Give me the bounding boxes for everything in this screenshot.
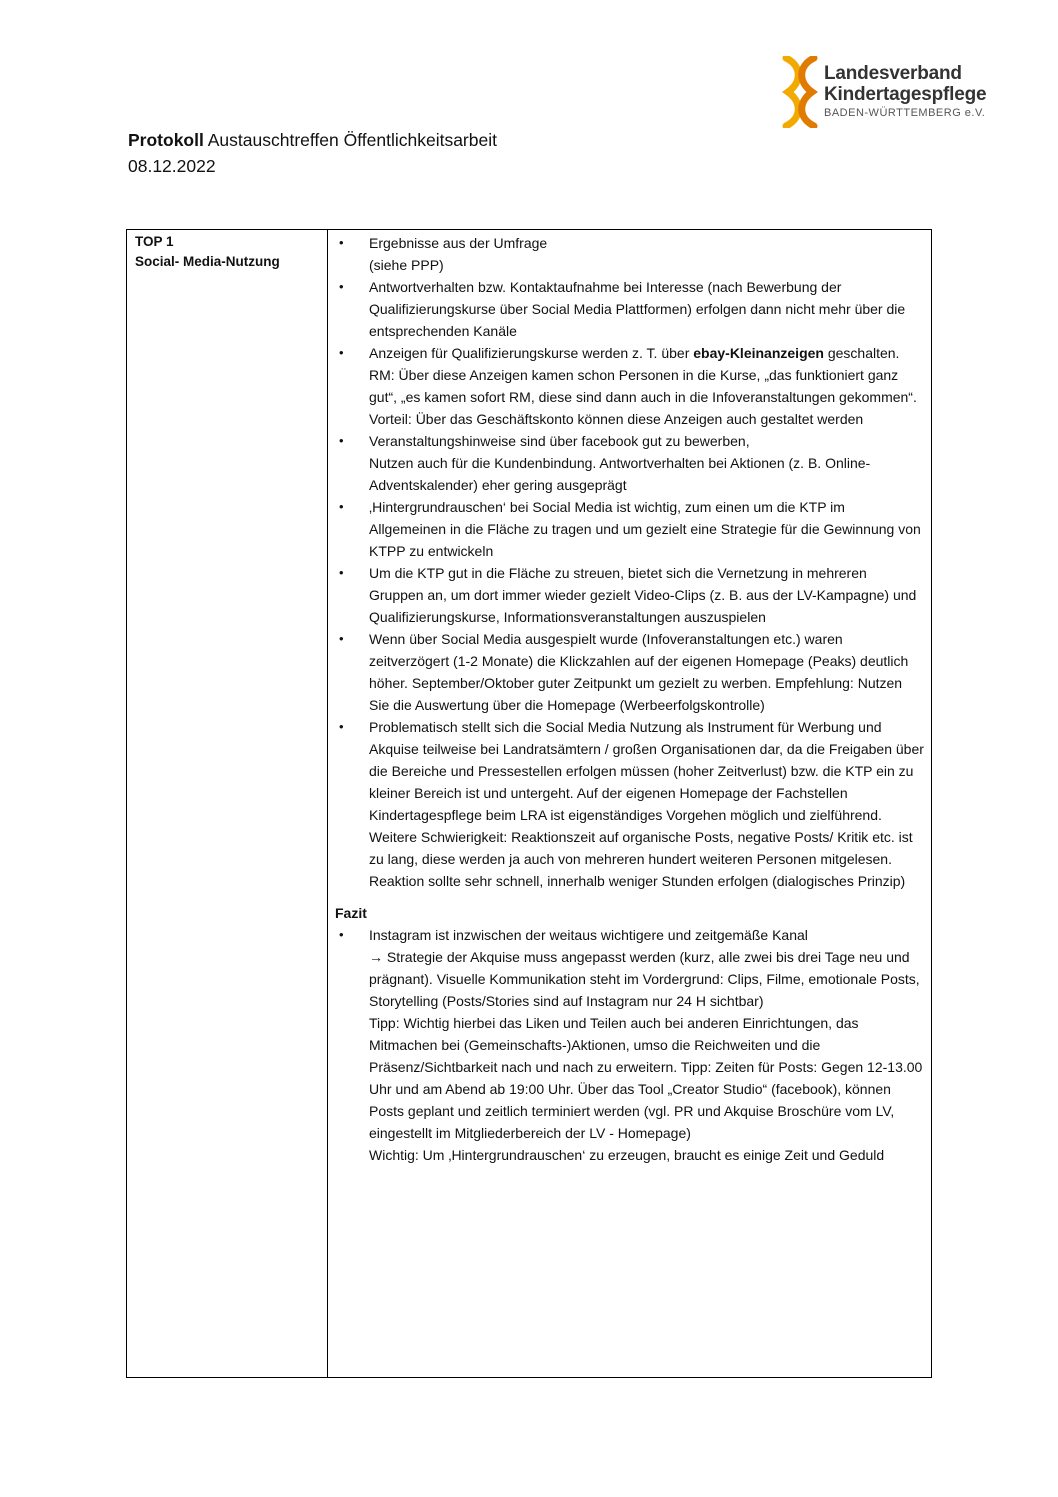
title-bold: Protokoll xyxy=(128,130,204,150)
list-item-text-2: Nutzen auch für die Kundenbindung. Antwortverhalten bei Aktionen (z. B. Online-Adventskalender) eher gering ausgeprägt xyxy=(369,455,871,493)
fazit-wichtig: Wichtig: Um ‚Hintergrundrauschen‘ zu erzeugen, braucht es einige Zeit und Geduld xyxy=(369,1147,885,1163)
bullet-icon: • xyxy=(339,499,344,514)
arrow-icon: → xyxy=(369,949,383,965)
list-item-text xyxy=(369,342,925,430)
list-item xyxy=(335,628,925,716)
bullet-icon: • xyxy=(339,235,344,250)
topic-cell xyxy=(135,232,280,272)
top-number: TOP 1 xyxy=(135,234,174,249)
fazit-list xyxy=(335,924,925,1166)
bullet-icon: • xyxy=(339,279,344,294)
list-item xyxy=(335,276,925,342)
document-date: 08.12.2022 xyxy=(128,156,216,176)
list-item-text: Um die KTP gut in die Fläche zu streuen, bietet sich die Vernetzung in mehreren Gruppen an, um dort immer wieder gezielt Video-Clips (z. B. aus der LV-Kampagne) und Qualifizierungskurse, Informationsveranstaltungen auszuspielen xyxy=(369,565,917,625)
fazit-line-1: Instagram ist inzwischen der weitaus wichtigere und zeitgemäße Kanal xyxy=(369,927,808,943)
bullet-icon: • xyxy=(339,631,344,646)
list-item xyxy=(335,716,925,892)
document-title xyxy=(128,128,497,152)
list-item xyxy=(335,924,925,1166)
fazit-strategy-text: Strategie der Akquise muss angepasst werden (kurz, alle zwei bis drei Tage neu und prägnant). Visuelle Kommunikation steht im Vordergrund: Clips, Filme, emotionale Posts, Storytelling (Posts/Stories sind auf Instagram nur 24 H sichtbar) xyxy=(369,949,920,1009)
list-item xyxy=(335,232,925,276)
list-item-text-2: (siehe PPP) xyxy=(369,257,444,273)
logo-mark-icon xyxy=(780,56,820,128)
text-bold: ebay-Kleinanzeigen xyxy=(693,345,824,361)
top-topic: Social- Media-Nutzung xyxy=(135,254,280,269)
title-rest: Austauschtreffen Öffentlichkeitsarbeit xyxy=(203,130,497,150)
column-divider xyxy=(327,230,328,1377)
list-item xyxy=(335,430,925,496)
list-item-text: ‚Hintergrundrauschen‘ bei Social Media ist wichtig, zum einen um die KTP im Allgemeinen in die Fläche zu tragen und um gezielt eine Strategie für die Gewinnung von KTPP zu entwickeln xyxy=(369,499,921,559)
bullet-icon: • xyxy=(339,433,344,448)
fazit-tipp: Tipp: Wichtig hierbei das Liken und Teilen auch bei anderen Einrichtungen, das Mitmachen bei (Gemeinschafts-)Aktionen, umso die Reichweiten und die Präsenz/Sichtbarkeit nach und nach zu erweitern. Tipp: Zeiten für Posts: Gegen 12-13.00 Uhr und am Abend ab 19:00 Uhr. Über das Tool „Creator Studio“ (facebook), können Posts geplant und zeitlich terminiert werden (vgl. PR und Akquise Broschüre vom LV, eingestellt im Mitgliederbereich der LV - Homepage) xyxy=(369,1015,923,1141)
text-post: geschalten. RM: Über diese Anzeigen kamen schon Personen in die Kurse, „das funktioniert ganz gut“, „es kamen sofort RM, diese sind dann auch in die Infoveranstaltungen gekommen“. Vorteil: Über das Geschäftskonto können diese Anzeigen auch gestaltet werden xyxy=(369,345,917,427)
list-item-text: Wenn über Social Media ausgespielt wurde (Infoveranstaltungen etc.) waren zeitverzögert (1-2 Monate) die Klickzahlen auf der eigenen Homepage (Peaks) deutlich höher. September/Oktober guter Zeitpunkt um gezielt zu werben. Empfehlung: Nutzen Sie die Auswertung über die Homepage (Werbeerfolgskontrolle) xyxy=(369,631,909,713)
bullet-icon: • xyxy=(339,927,344,942)
logo-line-2: Kindertagespflege xyxy=(824,84,987,105)
list-item-text: Antwortverhalten bzw. Kontaktaufnahme bei Interesse (nach Bewerbung der Qualifizierungskurse über Social Media Plattformen) erfolgen dann nicht mehr über die entsprechenden Kanäle xyxy=(369,279,906,339)
logo-line-3: BADEN-WÜRTTEMBERG e.V. xyxy=(824,107,986,119)
list-item xyxy=(335,496,925,562)
bullet-icon: • xyxy=(339,565,344,580)
logo xyxy=(780,56,1010,128)
bullet-icon: • xyxy=(339,345,344,360)
protocol-table xyxy=(126,229,932,1378)
fazit-line-2 xyxy=(369,946,925,1012)
content-cell xyxy=(335,232,925,1166)
logo-line-1: Landesverband xyxy=(824,63,962,84)
results-list xyxy=(335,232,925,892)
bullet-icon: • xyxy=(339,719,344,734)
list-item-text: Veranstaltungshinweise sind über facebook gut zu bewerben, xyxy=(369,433,750,449)
fazit-heading: Fazit xyxy=(335,905,367,921)
list-item xyxy=(335,342,925,430)
list-item-text: Ergebnisse aus der Umfrage xyxy=(369,235,548,251)
list-item xyxy=(335,562,925,628)
logo-text xyxy=(824,64,986,119)
text-pre: Anzeigen für Qualifizierungskurse werden z. T. über xyxy=(369,345,694,361)
list-item-text: Problematisch stellt sich die Social Media Nutzung als Instrument für Werbung und Akquise teilweise bei Landratsämtern / großen Organisationen dar, da die Freigaben über die Bereiche und Pressestellen erfolgen müssen (hoher Zeitverlust) bzw. die KTP ein zu kleiner Bereich ist und untergeht. Auf der eigenen Homepage der Fachstellen Kindertagespflege beim LRA ist eigenständiges Vorgehen möglich und zielführend. Weitere Schwierigkeit: Reaktionszeit auf organische Posts, negative Posts/ Kritik etc. ist zu lang, diese werden ja auch von mehreren hundert weiteren Personen mitgelesen. Reaktion sollte sehr schnell, innerhalb weniger Stunden erfolgen (dialogisches Prinzip) xyxy=(369,719,924,889)
